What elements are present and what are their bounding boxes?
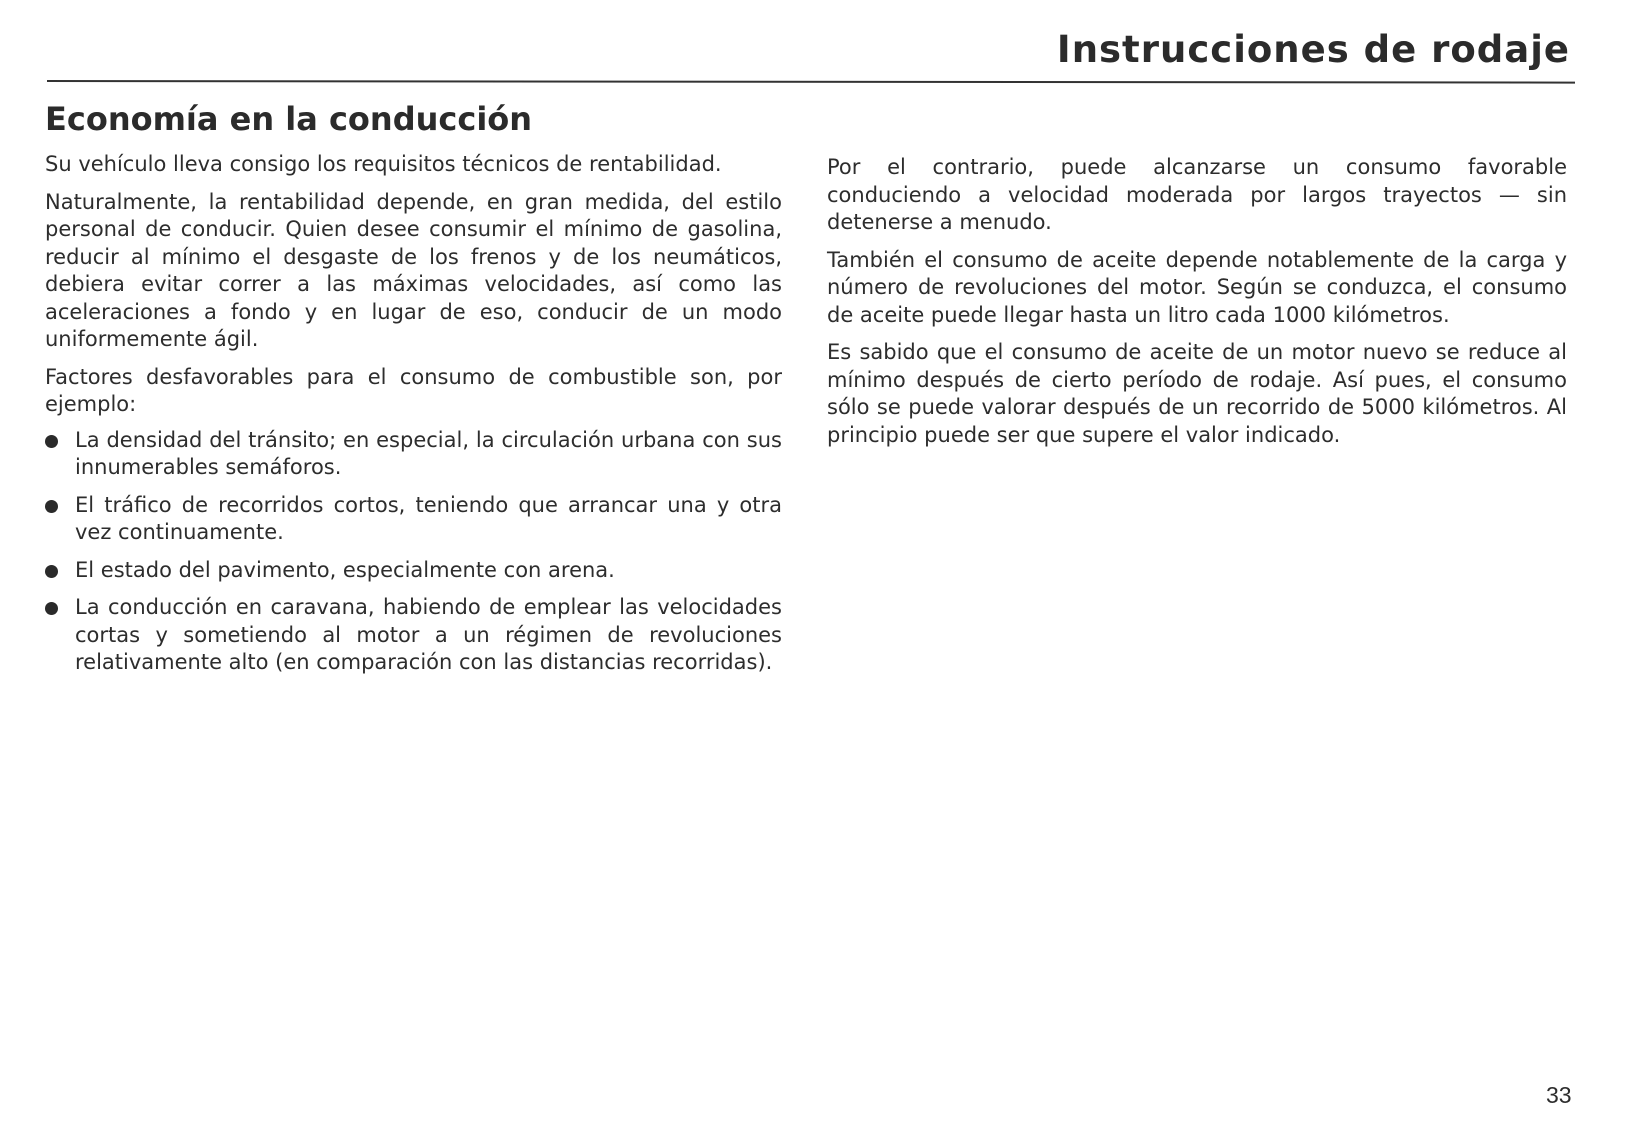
bullet-icon — [45, 602, 58, 615]
section-heading: Economía en la conducción — [45, 100, 533, 138]
factor-list — [45, 427, 782, 677]
list-item-text: La conducción en caravana, habiendo de emplear las velocidades cortas y sometiendo al motor a un régimen de revoluciones relativamente alto (en comparación con las distancias recorridas). — [75, 595, 782, 674]
bullet-icon — [45, 565, 58, 578]
paragraph: Naturalmente, la rentabilidad depende, en gran medida, del estilo personal de conducir. Quien desee consumir el mínimo de gasolina, reducir al mínimo el desgaste de los frenos y de los neumáticos, debiera evitar correr a las máximas velocidades, así como las aceleraciones a fondo y en lugar de eso, conducir de un modo uniformemente ágil. — [45, 189, 782, 351]
list-item-text: El estado del pavimento, especialmente con arena. — [75, 557, 615, 582]
paragraph: Factores desfavorables para el consumo de combustible son, por ejemplo: — [45, 364, 782, 416]
paragraph: También el consumo de aceite depende notablemente de la carga y número de revoluciones del motor. Según se conduzca, el consumo de aceite puede llegar hasta un litro cada 1000 kilómetros. — [827, 247, 1567, 327]
bullet-icon — [45, 435, 58, 448]
list-item-text: El tráfico de recorridos cortos, teniendo que arrancar una y otra vez continuamente. — [75, 492, 782, 544]
header-rule — [47, 80, 1575, 84]
left-column — [45, 151, 782, 687]
page-number: 33 — [1546, 1082, 1572, 1108]
paragraph: Por el contrario, puede alcanzarse un consumo favorable conduciendo a velocidad moderada por largos trayectos — sin detenerse a menudo. — [827, 155, 1567, 234]
list-item — [45, 427, 782, 482]
list-item-text: La densidad del tránsito; en especial, la circulación urbana con sus innumerables semáforos. — [75, 427, 782, 479]
paragraph: Su vehículo lleva consigo los requisitos técnicos de rentabilidad. — [45, 152, 722, 176]
list-item — [45, 557, 782, 585]
bullet-icon — [45, 500, 58, 513]
list-item — [45, 492, 782, 547]
page-header-title: Instrucciones de rodaje — [1056, 28, 1570, 71]
right-column — [827, 154, 1567, 459]
paragraph: Es sabido que el consumo de aceite de un motor nuevo se reduce al mínimo después de cierto período de rodaje. Así pues, el consumo sólo se puede valorar después de un recorrido de 5000 kilómetros. Al principio puede ser que supere el valor indicado. — [827, 340, 1567, 447]
list-item — [45, 594, 782, 677]
